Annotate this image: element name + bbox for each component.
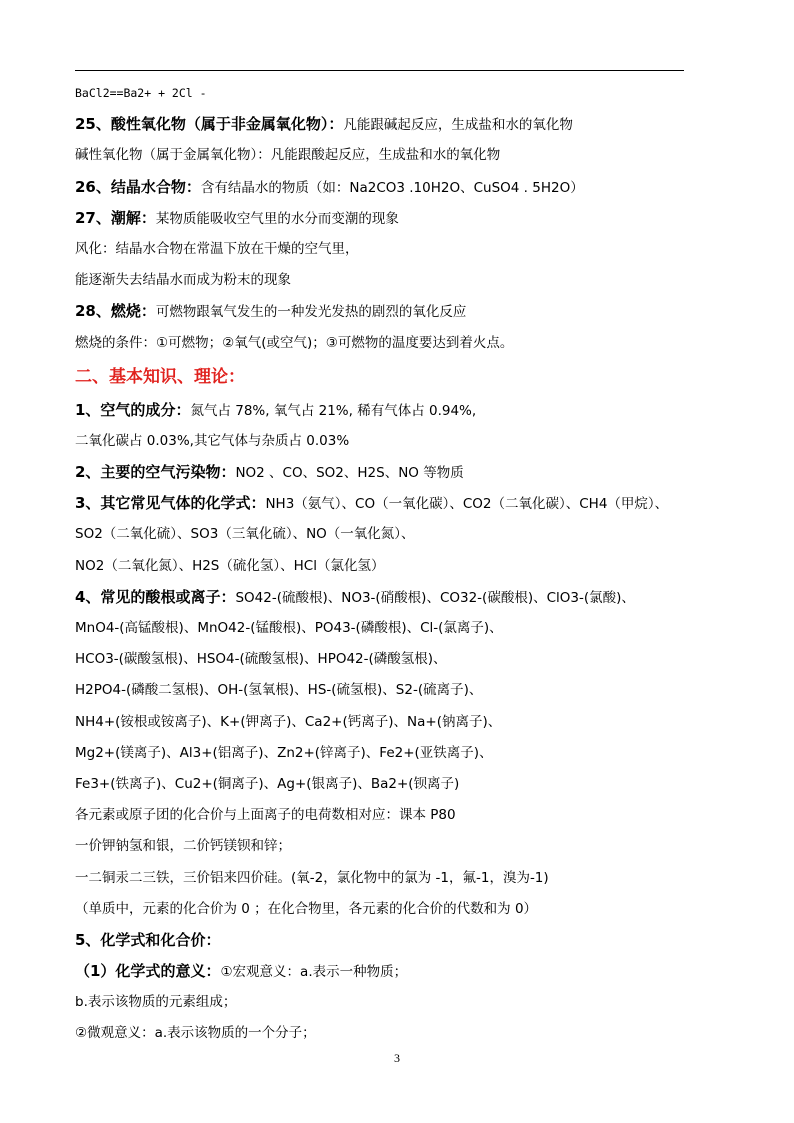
- text-line: Fe3+(铁离子)、Cu2+(铜离子)、Ag+(银离子)、Ba2+(钡离子): [75, 775, 460, 792]
- term-label: （1）化学式的意义：: [75, 962, 221, 981]
- term-label: 4、常见的酸根或离子：: [75, 587, 236, 606]
- page-number: 3: [394, 1051, 400, 1065]
- text-line: b.表示该物质的元素组成；: [75, 994, 237, 1011]
- text-line: HCO3-(碳酸氢根)、HSO4-(硫酸氢根)、HPO42-(磷酸氢根)、: [75, 651, 447, 668]
- text-line: Mg2+(镁离子)、Al3+(铝离子)、Zn2+(锌离子)、Fe2+(亚铁离子)、: [75, 744, 493, 761]
- term-label: 3、其它常见气体的化学式：: [75, 494, 266, 513]
- text-line: NH4+(铵根或铵离子)、K+(钾离子)、Ca2+(钙离子)、Na+(钠离子)、: [75, 713, 502, 730]
- term-definition: ①宏观意义：a.表示一种物质；: [220, 964, 408, 981]
- text-line: NO2（二氧化氮）、H2S（硫化氢）、HCl（氯化氢）: [75, 557, 385, 574]
- text-line: 一价钾钠氢和银，二价钙镁钡和锌；: [75, 838, 291, 855]
- term-definition: 某物质能吸收空气里的水分而变潮的现象: [155, 210, 399, 227]
- definition-line: [75, 203, 695, 234]
- term-definition: 氮气占 78%, 氧气占 21%, 稀有气体占 0.94%,: [190, 402, 477, 419]
- term-definition: 含有结晶水的物质（如：Na2CO3 .10H2O、CuSO4 . 5H2O）: [200, 179, 584, 196]
- text-line: H2PO4-(磷酸二氢根)、OH-(氢氧根)、HS-(硫氢根)、S2-(硫离子)、: [75, 682, 483, 699]
- term-label: 1、空气的成分：: [75, 400, 191, 419]
- page-content: [75, 78, 695, 1050]
- text-line: 燃烧的条件：①可燃物；②氧气(或空气)；③可燃物的温度要达到着火点。: [75, 334, 514, 351]
- text-line: 能逐渐失去结晶水而成为粉末的现象: [75, 272, 291, 289]
- text-line: SO2（二氧化硫）、SO3（三氧化硫）、NO（一氧化氮）、: [75, 526, 415, 543]
- text-line: （单质中，元素的化合价为 0 ；在化合物里，各元素的化合价的代数和为 0）: [75, 900, 538, 917]
- text-line: 碱性氧化物（属于金属氧化物）：凡能跟酸起反应，生成盐和水的氧化物: [75, 147, 501, 164]
- text-line: MnO4-(高锰酸根)、MnO42-(锰酸根)、PO43-(磷酸根)、Cl-(氯离子)、: [75, 620, 503, 636]
- text-line: 各元素或原子团的化合价与上面离子的电荷数相对应：课本 P80: [75, 807, 456, 824]
- definition-line: [75, 956, 695, 987]
- term-label: 25、酸性氧化物（属于非金属氧化物）：: [75, 115, 344, 134]
- text-line: 二氧化碳占 0.03%,其它气体与杂质占 0.03%: [75, 432, 350, 449]
- text-line: BaCl2==Ba2+ + 2Cl -: [75, 86, 207, 100]
- section-heading: 二、基本知识、理论：: [75, 366, 245, 387]
- term-label: 2、主要的空气污染物：: [75, 463, 236, 482]
- definition-line: [75, 109, 695, 140]
- definition-line: [75, 457, 695, 488]
- term-label: 28、燃烧：: [75, 302, 156, 321]
- term-label: 26、结晶水合物：: [75, 177, 201, 196]
- definition-line: [75, 395, 695, 426]
- term-definition: 可燃物跟氧气发生的一种发光发热的剧烈的氧化反应: [155, 304, 467, 321]
- definition-line: [75, 925, 695, 956]
- definition-line: [75, 296, 695, 327]
- term-label: 27、潮解：: [75, 208, 156, 227]
- text-line: ②微观意义：a.表示该物质的一个分子；: [75, 1025, 316, 1042]
- text-line: 一二铜汞二三铁，三价铝来四价硅。(氧-2，氯化物中的氯为 -1，氟-1，溴为-1): [75, 869, 549, 886]
- definition-line: [75, 582, 695, 613]
- term-definition: SO42-(硫酸根)、NO3-(硝酸根)、CO32-(碳酸根)、ClO3-(氯酸)、: [235, 589, 635, 606]
- term-definition: NO2 、CO、SO2、H2S、NO 等物质: [235, 465, 464, 482]
- text-line: 风化：结晶水合物在常温下放在干燥的空气里，: [75, 240, 359, 257]
- definition-line: [75, 172, 695, 203]
- definition-line: [75, 488, 695, 519]
- term-label: 5、化学式和化合价：: [75, 930, 221, 949]
- term-definition: NH3（氨气）、CO（一氧化碳）、CO2（二氧化碳）、CH4（甲烷）、: [265, 496, 669, 513]
- term-definition: 凡能跟碱起反应，生成盐和水的氧化物: [343, 117, 573, 134]
- header-rule: [75, 70, 684, 71]
